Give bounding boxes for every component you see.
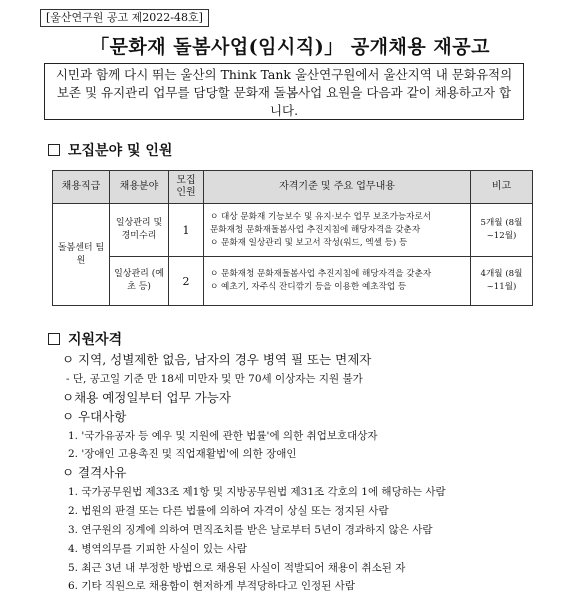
- checkbox-bullet-icon: [48, 333, 60, 345]
- table-header-cell: 채용분야: [110, 171, 169, 204]
- eligibility-line: ㅇ채용 예정일부터 업무 가능자: [62, 390, 231, 405]
- eligibility-line: 2. 법원의 판결 또는 다른 법률에 의하여 자격이 상실 또는 정지된 사람: [68, 505, 389, 517]
- duty-line: ㅇ 문화재청 문화재돌봄사업 추진지침에 해당자격을 갖춘자: [210, 269, 432, 279]
- note-cell: 4개월 (8월~11월): [471, 257, 533, 306]
- eligibility-line: ㅇ 우대사항: [62, 409, 127, 424]
- table-row: [53, 257, 533, 306]
- table-header-cell: 비고: [471, 171, 533, 204]
- duty-line: 문화재청 문화재돌봄사업 추진지침에 해당자격을 갖춘자: [210, 224, 421, 235]
- eligibility-line: 1. '국가유공자 등 예우 및 지원에 관한 법률'에 의한 취업보호대상자: [68, 430, 378, 442]
- intro-box: 시민과 함께 다시 뛰는 울산의 Think Tank 울산연구원에서 울산지역 내 문화유적의 보존 및 유지관리 업무를 담당할 문화재 돌봄사업 요원을 다음과 같이 채용하고자 합니다.: [44, 63, 524, 120]
- eligibility-line: ㅇ 지역, 성별제한 없음, 남자의 경우 병역 필 또는 면제자: [62, 352, 372, 367]
- count-cell: 2: [169, 257, 204, 306]
- duty-line: ㅇ 예초기, 자주식 잔디깎기 등을 이용한 예초작업 등: [210, 282, 407, 292]
- section-title: 지원자격: [68, 332, 123, 348]
- section-recruitment-heading: [48, 140, 172, 160]
- section-title: 모집분야 및 인원: [68, 143, 173, 159]
- count-cell: 1: [169, 204, 204, 257]
- section-eligibility-heading: [48, 329, 122, 349]
- page-title: 「문화재 돌봄사업(임시직)」 공개채용 재공고: [90, 36, 490, 58]
- eligibility-line: 1. 국가공무원법 제33조 제1항 및 지방공무원법 제31조 각호의 1에 해당하는 사람: [68, 486, 446, 498]
- duty-line: ㅇ 대상 문화재 기능보수 및 유지·보수 업무 보조가능자로서: [210, 211, 432, 222]
- field-cell: 일상관리 및 경미수리: [110, 204, 169, 257]
- notice-number: [울산연구원 공고 제2022-48호]: [40, 9, 209, 27]
- duty-line: ㅇ 문화재 일상관리 및 보고서 작성(워드, 엑셀 등) 등: [210, 237, 408, 248]
- eligibility-line: ㅇ 결격사유: [62, 465, 127, 480]
- eligibility-line: 3. 연구원의 징계에 의하여 면직조치를 받은 날로부터 5년이 경과하지 않은 사람: [68, 524, 433, 536]
- checkbox-bullet-icon: [48, 144, 60, 156]
- eligibility-line: 5. 최근 3년 내 부정한 방법으로 채용된 사실이 적발되어 채용이 취소된 자: [68, 562, 406, 574]
- duties-cell: [204, 257, 471, 306]
- eligibility-line: - 단, 공고일 기준 만 18세 미만자 및 만 70세 이상자는 지원 불가: [66, 373, 363, 385]
- eligibility-line: 4. 병역의무를 기피한 사실이 있는 사람: [68, 543, 247, 555]
- eligibility-line: 2. '장애인 고용촉진 및 직업재활법'에 의한 장애인: [68, 448, 297, 460]
- table-row: [53, 204, 533, 257]
- eligibility-line: 6. 기타 직원으로 채용함이 현저하게 부적당하다고 인정된 사람: [68, 580, 355, 592]
- field-cell: 일상관리 (예초 등): [110, 257, 169, 306]
- table-header-row: [53, 171, 533, 204]
- recruitment-table: [52, 170, 533, 306]
- job-grade-cell: 돌봄센터 팀원: [53, 204, 110, 306]
- table-header-cell: 모집 인원: [169, 171, 204, 204]
- table-header-cell: 채용직급: [53, 171, 110, 204]
- duties-cell: [204, 204, 471, 257]
- note-cell: 5개월 (8월~12월): [471, 204, 533, 257]
- table-header-cell: 자격기준 및 주요 업무내용: [204, 171, 471, 204]
